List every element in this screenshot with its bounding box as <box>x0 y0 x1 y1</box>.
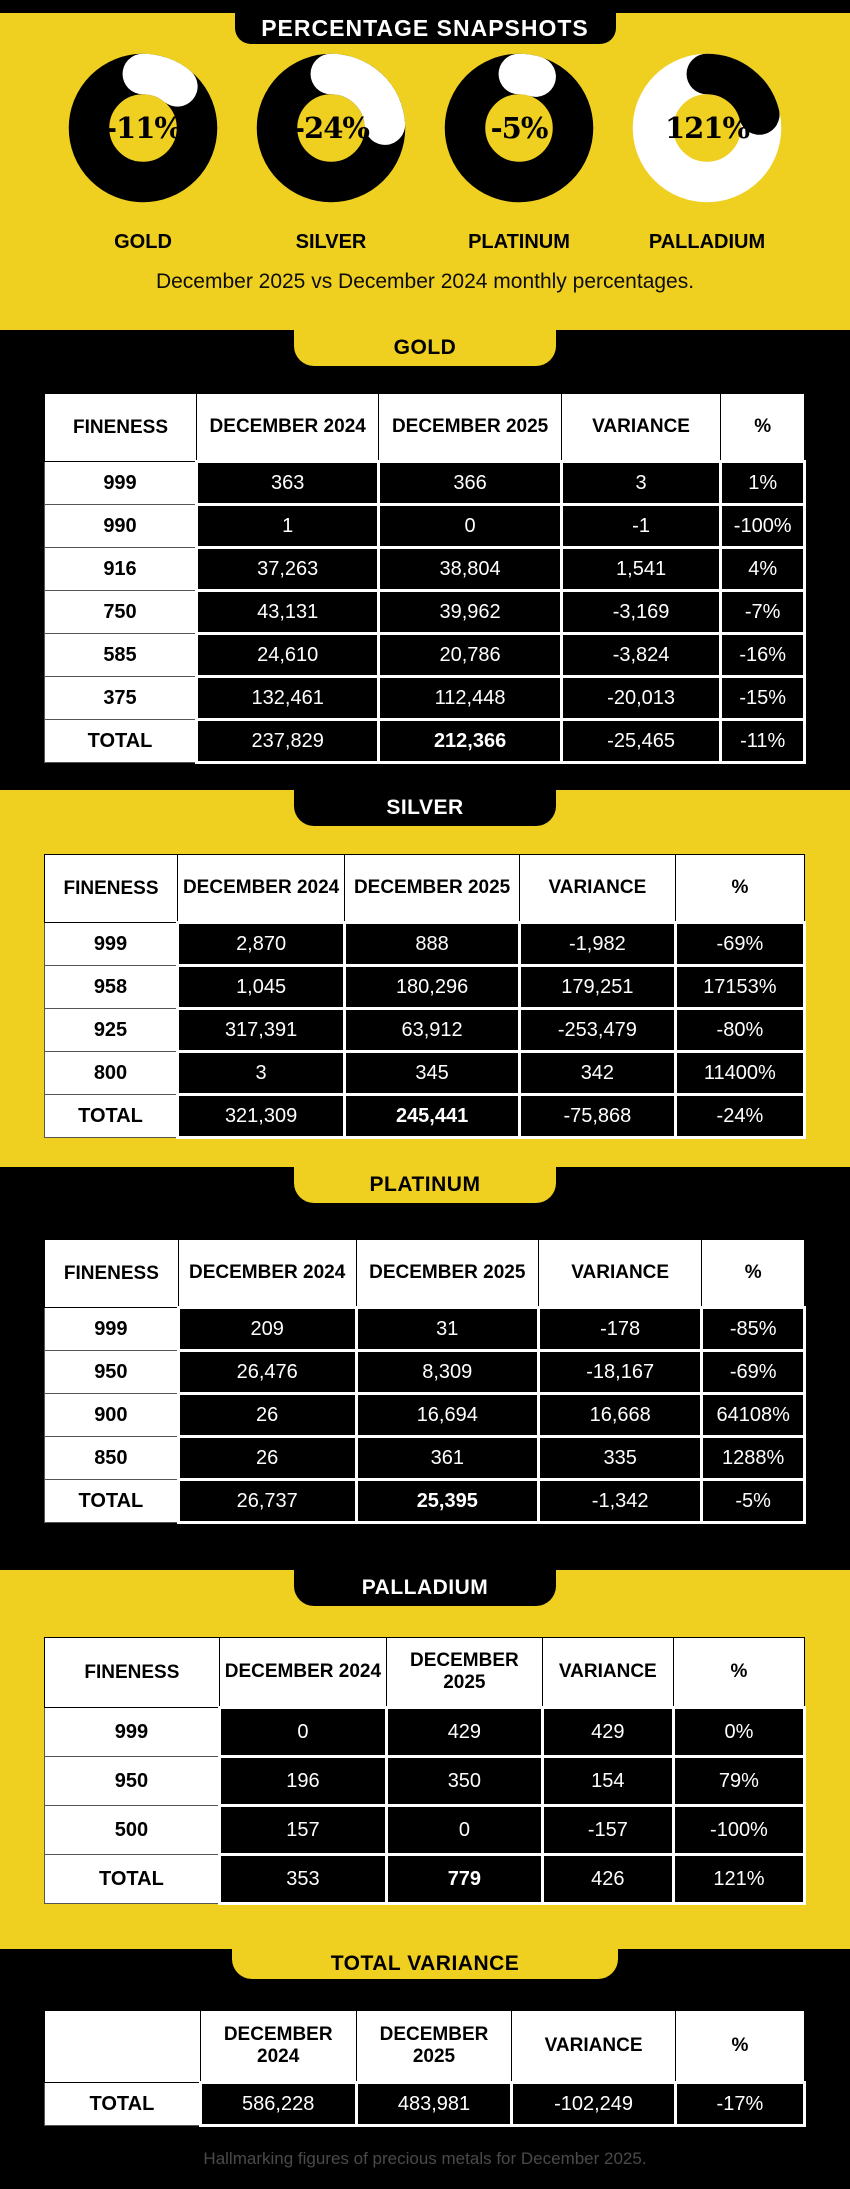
column-header: % <box>675 855 804 923</box>
dec2025-cell: 39,962 <box>379 591 561 634</box>
table-row <box>45 1806 805 1855</box>
percent-cell: -24% <box>675 1095 804 1138</box>
total-row <box>45 2083 805 2126</box>
table-row <box>45 1052 805 1095</box>
fineness-cell: 916 <box>45 548 197 591</box>
total-variance-data-table <box>44 2010 806 2127</box>
silver-data-table <box>44 854 806 1139</box>
column-header: FINENESS <box>45 855 178 923</box>
dec2025-cell: 0 <box>386 1806 542 1855</box>
variance-cell: -253,479 <box>519 1009 675 1052</box>
column-header: VARIANCE <box>542 1638 673 1708</box>
table-header-row <box>45 394 805 462</box>
fineness-cell: 958 <box>45 966 178 1009</box>
column-header: % <box>721 394 805 462</box>
donut-value: 121% <box>664 111 750 145</box>
variance-cell: -18,167 <box>538 1351 701 1394</box>
percent-cell: 11400% <box>675 1052 804 1095</box>
total-row <box>45 1855 805 1904</box>
variance-cell: -102,249 <box>512 2083 675 2126</box>
table-row <box>45 634 805 677</box>
snapshot-gold <box>68 53 218 254</box>
snapshot-palladium <box>632 53 782 254</box>
total-row <box>45 720 805 763</box>
dec2024-cell: 26,737 <box>178 1480 356 1523</box>
platinum-data-table <box>44 1239 806 1524</box>
dec2024-cell: 2,870 <box>178 923 345 966</box>
dec2024-cell: 26 <box>178 1437 356 1480</box>
fineness-cell: 800 <box>45 1052 178 1095</box>
donut-value: -5% <box>490 111 548 145</box>
column-header: DECEMBER 2025 <box>345 855 520 923</box>
table-header-row <box>45 1638 805 1708</box>
gold-tab <box>294 330 556 366</box>
dec2024-cell: 237,829 <box>197 720 379 763</box>
platinum-tab <box>294 1167 556 1203</box>
percent-cell: 64108% <box>702 1394 805 1437</box>
dec2025-cell: 31 <box>356 1308 538 1351</box>
dec2025-cell: 366 <box>379 462 561 505</box>
percent-cell: -15% <box>721 677 805 720</box>
snapshot-platinum <box>444 53 594 254</box>
dec2025-cell: 25,395 <box>356 1480 538 1523</box>
percent-cell: -7% <box>721 591 805 634</box>
dec2025-cell: 38,804 <box>379 548 561 591</box>
dec2024-cell: 43,131 <box>197 591 379 634</box>
silver-tab <box>294 790 556 826</box>
dec2025-cell: 888 <box>345 923 520 966</box>
dec2024-cell: 353 <box>219 1855 386 1904</box>
variance-cell: 1,541 <box>561 548 721 591</box>
donut-label: PALLADIUM <box>648 231 766 253</box>
dec2024-cell: 209 <box>178 1308 356 1351</box>
table-row <box>45 1308 805 1351</box>
section-title-palladium: PALLADIUM <box>361 1576 489 1599</box>
dec2024-cell: 317,391 <box>178 1009 345 1052</box>
column-header: VARIANCE <box>538 1240 701 1308</box>
dec2025-cell: 361 <box>356 1437 538 1480</box>
palladium-data-table <box>44 1637 806 1905</box>
variance-cell: -20,013 <box>561 677 721 720</box>
fineness-cell: TOTAL <box>45 1095 178 1138</box>
column-header: % <box>702 1240 805 1308</box>
dec2025-cell: 345 <box>345 1052 520 1095</box>
snapshots-row <box>0 53 850 254</box>
variance-cell: 179,251 <box>519 966 675 1009</box>
percent-cell: 4% <box>721 548 805 591</box>
percent-cell: 121% <box>673 1855 804 1904</box>
table-row <box>45 966 805 1009</box>
fineness-cell: 850 <box>45 1437 179 1480</box>
dec2024-cell: 586,228 <box>200 2083 356 2126</box>
fineness-cell: 925 <box>45 1009 178 1052</box>
gold-section <box>0 330 850 790</box>
percentage-snapshots-tab <box>235 13 616 44</box>
percent-cell: -16% <box>721 634 805 677</box>
variance-cell: -1 <box>561 505 721 548</box>
variance-cell: 342 <box>519 1052 675 1095</box>
column-header: FINENESS <box>45 1638 220 1708</box>
footer-caption: Hallmarking figures of precious metals for December 2025. <box>203 2149 647 2168</box>
section-title-total-variance: TOTAL VARIANCE <box>330 1952 520 1975</box>
donut-label: PLATINUM <box>468 231 570 253</box>
total-variance-table <box>44 2010 806 2127</box>
dec2025-cell: 8,309 <box>356 1351 538 1394</box>
donut-value: -11% <box>105 111 181 145</box>
donut-chart-palladium <box>632 53 782 203</box>
column-header: FINENESS <box>45 1240 179 1308</box>
dec2024-cell: 321,309 <box>178 1095 345 1138</box>
percent-cell: -11% <box>721 720 805 763</box>
dec2025-cell: 483,981 <box>356 2083 512 2126</box>
variance-cell: -75,868 <box>519 1095 675 1138</box>
dec2024-cell: 24,610 <box>197 634 379 677</box>
dec2024-cell: 363 <box>197 462 379 505</box>
table-row <box>45 1437 805 1480</box>
top-strip <box>0 0 850 13</box>
fineness-cell: 900 <box>45 1394 179 1437</box>
percent-cell: -17% <box>675 2083 804 2126</box>
percent-cell: -100% <box>673 1806 804 1855</box>
total-row <box>45 1480 805 1523</box>
fineness-cell: 500 <box>45 1806 220 1855</box>
palladium-tab <box>294 1570 556 1606</box>
dec2025-cell: 180,296 <box>345 966 520 1009</box>
variance-cell: 429 <box>542 1708 673 1757</box>
variance-cell: -25,465 <box>561 720 721 763</box>
variance-cell: -1,342 <box>538 1480 701 1523</box>
section-title-silver: SILVER <box>386 796 464 819</box>
donut-chart-silver <box>256 53 406 203</box>
fineness-cell: 375 <box>45 677 197 720</box>
fineness-cell: 950 <box>45 1757 220 1806</box>
table-header-row <box>45 2011 805 2083</box>
hero-caption: December 2025 vs December 2024 monthly percentages. <box>155 270 695 293</box>
column-header: DECEMBER 2024 <box>178 1240 356 1308</box>
platinum-section <box>0 1167 850 1570</box>
dec2024-cell: 26,476 <box>178 1351 356 1394</box>
variance-cell: -3,169 <box>561 591 721 634</box>
percent-cell: 0% <box>673 1708 804 1757</box>
table-row <box>45 1351 805 1394</box>
donut-chart-gold <box>68 53 218 203</box>
table-row <box>45 591 805 634</box>
dec2024-cell: 132,461 <box>197 677 379 720</box>
variance-cell: 335 <box>538 1437 701 1480</box>
variance-cell: -1,982 <box>519 923 675 966</box>
donut-label: SILVER <box>295 231 367 253</box>
table-row <box>45 1708 805 1757</box>
variance-cell: -157 <box>542 1806 673 1855</box>
percent-cell: -85% <box>702 1308 805 1351</box>
percentage-snapshots-section <box>0 0 850 330</box>
table-row <box>45 677 805 720</box>
dec2025-cell: 112,448 <box>379 677 561 720</box>
column-header: DECEMBER 2025 <box>379 394 561 462</box>
column-header: FINENESS <box>45 394 197 462</box>
dec2024-cell: 1 <box>197 505 379 548</box>
dec2025-cell: 0 <box>379 505 561 548</box>
donut-label: GOLD <box>114 231 172 253</box>
table-row <box>45 462 805 505</box>
percent-cell: -100% <box>721 505 805 548</box>
column-header: DECEMBER 2024 <box>178 855 345 923</box>
variance-cell: 16,668 <box>538 1394 701 1437</box>
variance-cell: 154 <box>542 1757 673 1806</box>
variance-cell: 426 <box>542 1855 673 1904</box>
dec2025-cell: 16,694 <box>356 1394 538 1437</box>
percent-cell: 1288% <box>702 1437 805 1480</box>
donut-value: -24% <box>293 111 369 145</box>
dec2025-cell: 63,912 <box>345 1009 520 1052</box>
silver-section <box>0 790 850 1167</box>
dec2025-cell: 429 <box>386 1708 542 1757</box>
dec2024-cell: 0 <box>219 1708 386 1757</box>
snapshot-silver <box>256 53 406 254</box>
palladium-section <box>0 1570 850 1949</box>
dec2025-cell: 245,441 <box>345 1095 520 1138</box>
column-header: VARIANCE <box>512 2011 675 2083</box>
fineness-cell: TOTAL <box>45 2083 201 2126</box>
fineness-cell: 999 <box>45 923 178 966</box>
table-row <box>45 1757 805 1806</box>
variance-cell: 3 <box>561 462 721 505</box>
dec2025-cell: 350 <box>386 1757 542 1806</box>
fineness-cell: 750 <box>45 591 197 634</box>
fineness-cell: TOTAL <box>45 720 197 763</box>
dec2024-cell: 1,045 <box>178 966 345 1009</box>
column-header: VARIANCE <box>561 394 721 462</box>
platinum-table <box>44 1239 806 1524</box>
percent-cell: -5% <box>702 1480 805 1523</box>
dec2024-cell: 3 <box>178 1052 345 1095</box>
fineness-cell: TOTAL <box>45 1480 179 1523</box>
dec2024-cell: 196 <box>219 1757 386 1806</box>
fineness-cell: 999 <box>45 1708 220 1757</box>
dec2025-cell: 20,786 <box>379 634 561 677</box>
fineness-cell: TOTAL <box>45 1855 220 1904</box>
table-row <box>45 923 805 966</box>
dec2025-cell: 779 <box>386 1855 542 1904</box>
column-header: VARIANCE <box>519 855 675 923</box>
section-title-platinum: PLATINUM <box>369 1173 481 1196</box>
hero-title: PERCENTAGE SNAPSHOTS <box>261 15 589 41</box>
dec2024-cell: 26 <box>178 1394 356 1437</box>
table-row <box>45 548 805 591</box>
column-header: DECEMBER 2025 <box>356 2011 512 2083</box>
percent-cell: -69% <box>675 923 804 966</box>
table-row <box>45 1009 805 1052</box>
percent-cell: 17153% <box>675 966 804 1009</box>
column-header: DECEMBER 2025 <box>386 1638 542 1708</box>
total-row <box>45 1095 805 1138</box>
dec2024-cell: 157 <box>219 1806 386 1855</box>
table-header-row <box>45 1240 805 1308</box>
palladium-table <box>44 1637 806 1905</box>
gold-table <box>44 393 806 764</box>
column-header: % <box>675 2011 804 2083</box>
total-variance-tab <box>232 1949 618 1979</box>
percent-cell: -69% <box>702 1351 805 1394</box>
column-header <box>45 2011 201 2083</box>
fineness-cell: 999 <box>45 462 197 505</box>
fineness-cell: 585 <box>45 634 197 677</box>
section-title-gold: GOLD <box>393 336 457 359</box>
column-header: DECEMBER 2025 <box>356 1240 538 1308</box>
variance-cell: -178 <box>538 1308 701 1351</box>
percent-cell: 1% <box>721 462 805 505</box>
fineness-cell: 990 <box>45 505 197 548</box>
variance-cell: -3,824 <box>561 634 721 677</box>
dec2024-cell: 37,263 <box>197 548 379 591</box>
percent-cell: 79% <box>673 1757 804 1806</box>
column-header: % <box>673 1638 804 1708</box>
silver-table <box>44 854 806 1139</box>
column-header: DECEMBER 2024 <box>197 394 379 462</box>
gold-data-table <box>44 393 806 764</box>
total-variance-section <box>0 1949 850 2189</box>
fineness-cell: 999 <box>45 1308 179 1351</box>
column-header: DECEMBER 2024 <box>219 1638 386 1708</box>
column-header: DECEMBER 2024 <box>200 2011 356 2083</box>
donut-chart-platinum <box>444 53 594 203</box>
dec2025-cell: 212,366 <box>379 720 561 763</box>
table-row <box>45 505 805 548</box>
percent-cell: -80% <box>675 1009 804 1052</box>
table-row <box>45 1394 805 1437</box>
table-header-row <box>45 855 805 923</box>
fineness-cell: 950 <box>45 1351 179 1394</box>
